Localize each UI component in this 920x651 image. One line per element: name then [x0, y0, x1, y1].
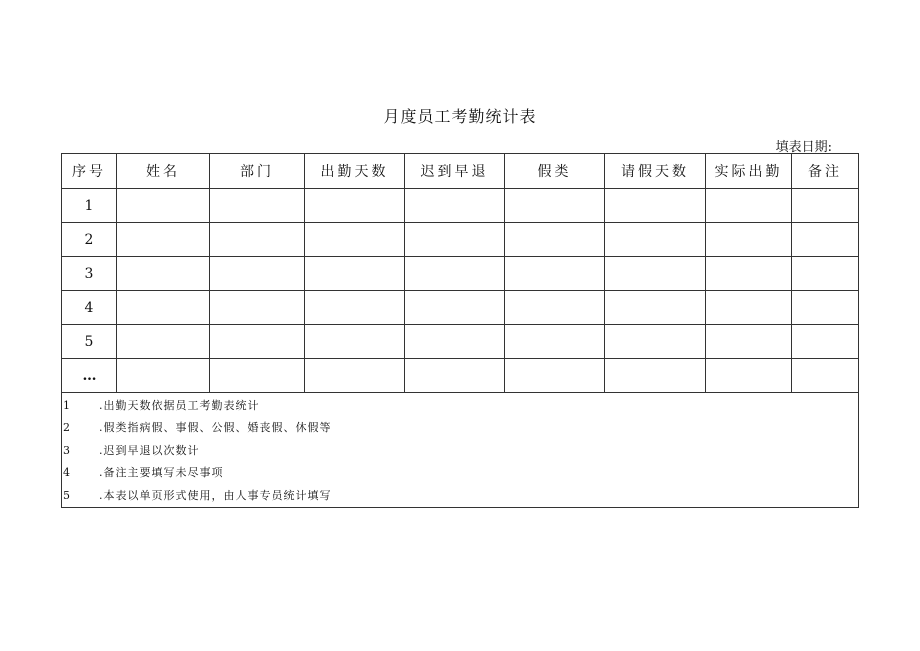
- cell-remarks[interactable]: [792, 359, 859, 393]
- note-text: .迟到早退以次数计: [99, 443, 200, 457]
- row-index: 4: [62, 291, 117, 325]
- cell-name[interactable]: [117, 257, 210, 291]
- cell-department[interactable]: [210, 291, 305, 325]
- cell-department[interactable]: [210, 189, 305, 223]
- cell-leave-days[interactable]: [605, 325, 706, 359]
- col-header-name: 姓名: [117, 154, 210, 189]
- row-index: 2: [62, 223, 117, 257]
- col-header-index: 序号: [62, 154, 117, 189]
- table-row: [62, 325, 859, 359]
- note-text: .本表以单页形式使用，由人事专员统计填写: [99, 488, 332, 502]
- cell-actual-attendance[interactable]: [706, 359, 792, 393]
- cell-leave-days[interactable]: [605, 257, 706, 291]
- cell-actual-attendance[interactable]: [706, 223, 792, 257]
- cell-leave-days[interactable]: [605, 359, 706, 393]
- cell-actual-attendance[interactable]: [706, 325, 792, 359]
- col-header-attendance-days: 出勤天数: [305, 154, 405, 189]
- cell-name[interactable]: [117, 291, 210, 325]
- cell-leave-type[interactable]: [505, 325, 605, 359]
- cell-remarks[interactable]: [792, 257, 859, 291]
- cell-actual-attendance[interactable]: [706, 257, 792, 291]
- note-number: 3: [63, 443, 71, 457]
- cell-late-early[interactable]: [405, 223, 505, 257]
- cell-attendance-days[interactable]: [305, 325, 405, 359]
- table-row: [62, 223, 859, 257]
- row-index: 3: [62, 257, 117, 291]
- cell-attendance-days[interactable]: [305, 223, 405, 257]
- attendance-table: [61, 153, 859, 508]
- cell-remarks[interactable]: [792, 325, 859, 359]
- table-row: [62, 359, 859, 393]
- cell-leave-days[interactable]: [605, 189, 706, 223]
- notes-row: [62, 393, 859, 508]
- table-row: [62, 257, 859, 291]
- cell-leave-type[interactable]: [505, 291, 605, 325]
- cell-name[interactable]: [117, 359, 210, 393]
- col-header-remarks: 备注: [792, 154, 859, 189]
- cell-name[interactable]: [117, 189, 210, 223]
- table-row: [62, 291, 859, 325]
- cell-late-early[interactable]: [405, 359, 505, 393]
- note-number: 2: [63, 421, 71, 435]
- cell-leave-days[interactable]: [605, 291, 706, 325]
- cell-leave-days[interactable]: [605, 223, 706, 257]
- note-item: [62, 417, 858, 439]
- note-item: [62, 462, 858, 484]
- note-item: [62, 440, 858, 462]
- cell-attendance-days[interactable]: [305, 291, 405, 325]
- row-index: 5: [62, 325, 117, 359]
- note-item: [62, 395, 858, 417]
- cell-attendance-days[interactable]: [305, 359, 405, 393]
- note-text: .备注主要填写未尽事项: [99, 466, 224, 480]
- cell-actual-attendance[interactable]: [706, 291, 792, 325]
- note-text: .出勤天数依据员工考勤表统计: [99, 399, 260, 412]
- note-number: 1: [63, 399, 71, 412]
- cell-name[interactable]: [117, 325, 210, 359]
- note-item: [62, 485, 858, 507]
- cell-late-early[interactable]: [405, 257, 505, 291]
- table-row: [62, 189, 859, 223]
- cell-remarks[interactable]: [792, 189, 859, 223]
- col-header-department: 部门: [210, 154, 305, 189]
- col-header-leave-days: 请假天数: [605, 154, 706, 189]
- cell-actual-attendance[interactable]: [706, 189, 792, 223]
- col-header-actual-attendance: 实际出勤: [706, 154, 792, 189]
- fill-date-label: 填表日期:: [775, 140, 832, 155]
- cell-attendance-days[interactable]: [305, 257, 405, 291]
- cell-leave-type[interactable]: [505, 359, 605, 393]
- note-number: 4: [63, 466, 71, 480]
- cell-leave-type[interactable]: [505, 189, 605, 223]
- page-title: 月度员工考勤统计表: [383, 107, 537, 126]
- note-number: 5: [63, 488, 71, 502]
- cell-department[interactable]: [210, 359, 305, 393]
- note-text: .假类指病假、事假、公假、婚丧假、休假等: [99, 421, 332, 435]
- cell-department[interactable]: [210, 257, 305, 291]
- col-header-late-early: 迟到早退: [405, 154, 505, 189]
- cell-leave-type[interactable]: [505, 257, 605, 291]
- table-header-row: [62, 154, 859, 189]
- cell-late-early[interactable]: [405, 189, 505, 223]
- row-index: 1: [62, 189, 117, 223]
- cell-leave-type[interactable]: [505, 223, 605, 257]
- cell-late-early[interactable]: [405, 291, 505, 325]
- cell-remarks[interactable]: [792, 291, 859, 325]
- col-header-leave-type: 假类: [505, 154, 605, 189]
- cell-department[interactable]: [210, 223, 305, 257]
- notes-cell: [62, 393, 859, 508]
- cell-attendance-days[interactable]: [305, 189, 405, 223]
- cell-late-early[interactable]: [405, 325, 505, 359]
- cell-name[interactable]: [117, 223, 210, 257]
- cell-remarks[interactable]: [792, 223, 859, 257]
- cell-department[interactable]: [210, 325, 305, 359]
- row-index: …: [62, 359, 117, 393]
